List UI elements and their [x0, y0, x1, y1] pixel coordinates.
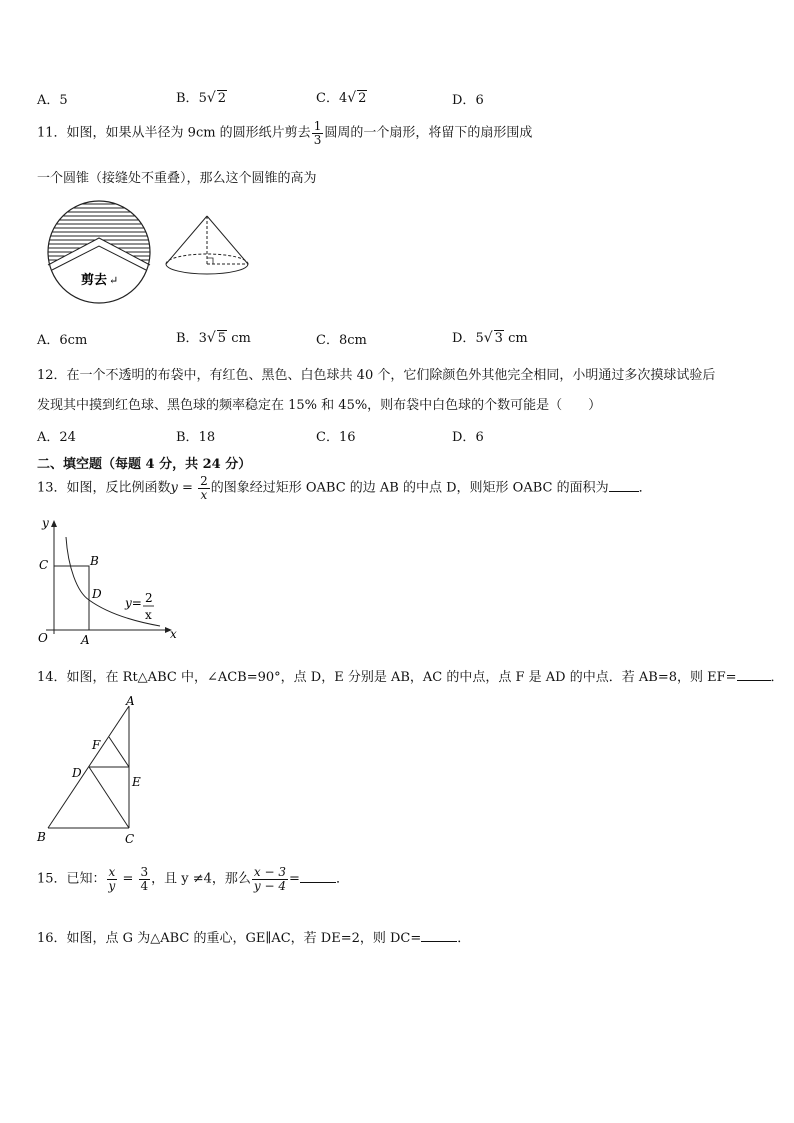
- q12-option-b: B．18: [176, 430, 216, 445]
- q15-fraction-expr: $\frac{x - 3}{y - 4}$: [253, 865, 287, 893]
- origin-label: O: [38, 631, 48, 645]
- q11-cone-figure: [160, 212, 255, 282]
- q15-text: 15．已知： $\frac{x}{y}$ = $\frac{3}{4}$ ，且 y ≠4，那么 $\frac{x - 3}{y - 4}$ = ．: [37, 865, 349, 893]
- q14-text: 14．如图，在 Rt△ABC 中，∠ACB=90°，点 D，E 分别是 AB，AC 的中点，点 F 是 AD 的中点．若 AB=8，则 EF= ．: [37, 670, 784, 685]
- q11-option-d: D．5√ 3 cm: [452, 330, 528, 346]
- q10-option-b: B．5√ 2: [176, 90, 227, 106]
- q11-line2: 一个圆锥（接缝处不重叠），那么这个圆锥的高为: [37, 171, 317, 186]
- q12-line2: 发现其中摸到红色球、黑色球的频率稳定在 15% 和 45%，则布袋中白色球的个数可能是（ ）: [37, 398, 602, 413]
- point-c-label: C: [39, 558, 49, 572]
- q12-option-a: A．24: [37, 430, 76, 445]
- label-d: D: [72, 766, 82, 780]
- q10-option-c: C．4√ 2: [316, 90, 367, 106]
- curve-num: 2: [145, 591, 153, 605]
- q16-answer-blank: [421, 929, 457, 942]
- curve-label: y=: [125, 596, 142, 610]
- q11-option-a: A．6cm: [37, 333, 88, 348]
- q11-fraction: $\frac{1}{3}$: [313, 119, 322, 147]
- q15-answer-blank: [300, 870, 336, 883]
- q13-fraction: $\frac{2}{x}$: [200, 474, 208, 502]
- q12-option-c: C．16: [316, 430, 356, 445]
- label-c: C: [125, 832, 135, 846]
- cut-label: 剪去: [81, 273, 108, 288]
- label-e: E: [132, 775, 141, 789]
- q14-answer-blank: [737, 668, 771, 681]
- q15-fraction-xy: $\frac{x}{y}$: [108, 865, 116, 893]
- y-axis-label: y: [42, 516, 49, 530]
- q11-option-c: C．8cm: [316, 333, 367, 348]
- q10-option-a: A．5: [37, 93, 68, 108]
- return-mark: ↵: [109, 274, 119, 287]
- section-heading: 二、填空题（每题 4 分，共 24 分）: [37, 457, 252, 472]
- q12-line1: 12．在一个不透明的布袋中，有红色、黑色、白色球共 40 个，它们除颜色外其他完全相同，小明通过多次摸球试验后: [37, 368, 716, 383]
- q15-fraction-34: $\frac{3}{4}$: [140, 865, 149, 893]
- q11-line1: 11．如图，如果从半径为 9cm 的圆形纸片剪去 $\frac{1}{3}$ 圆周的一个扇形，将留下的扇形围成: [37, 119, 533, 147]
- q12-option-d: D．6: [452, 430, 484, 445]
- q10-option-d: D．6: [452, 93, 484, 108]
- curve-den: x: [145, 608, 152, 622]
- x-axis-label: x: [170, 627, 177, 641]
- q11-circle-figure: [38, 200, 160, 306]
- label-a: A: [126, 694, 135, 708]
- label-b: B: [37, 830, 46, 844]
- q13-answer-blank: [609, 479, 639, 492]
- point-d-label: D: [92, 587, 102, 601]
- point-a-label: A: [81, 633, 90, 647]
- q14-figure: [32, 693, 152, 848]
- q13-figure: [32, 512, 182, 647]
- q11-option-b: B．3√ 5 cm: [176, 330, 251, 346]
- point-b-label: B: [90, 554, 99, 568]
- q16-text: 16．如图，点 G 为△ABC 的重心，GE∥AC，若 DE=2，则 DC= ．: [37, 931, 471, 946]
- label-f: F: [92, 738, 101, 752]
- q13-text: 13．如图，反比例函数y = $\frac{2}{x}$ 的图象经过矩形 OABC 的边 AB 的中点 D，则矩形 OABC 的面积为 ．: [37, 474, 652, 502]
